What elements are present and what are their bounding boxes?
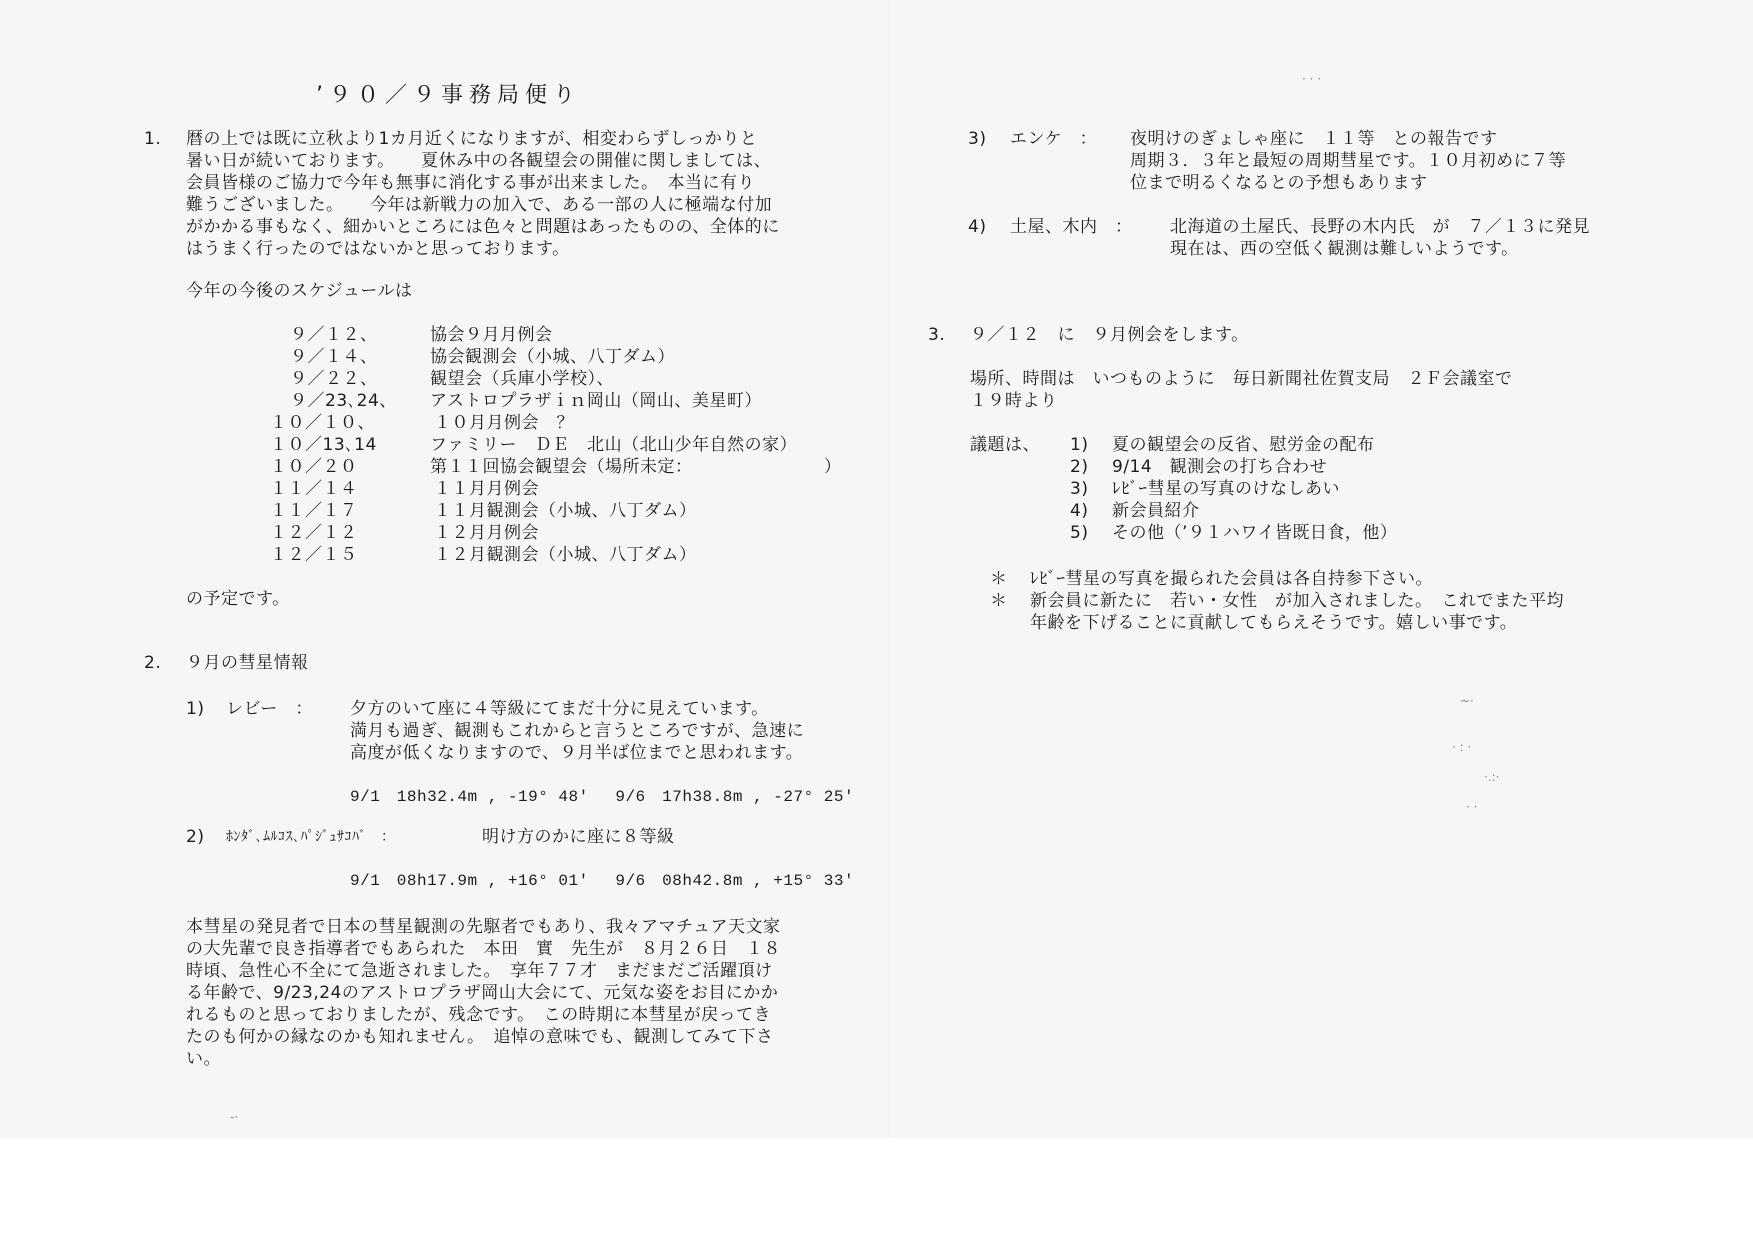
scan-speck: ·.:· [1484,770,1500,784]
schedule-event: ファミリー ＤＥ 北山（北山少年自然の家） [430,435,798,455]
comet-1-name: レビー ： [226,699,313,719]
memorial-line-5: れるものと思っておりましたが、残念です。 この時期に本彗星が戻ってき [186,1005,772,1025]
memorial-line-1: 本彗星の発見者で日本の彗星観測の先駆者でもあり、我々アマチュア天文家 [186,917,781,937]
comet-4-text: 北海道の土屋氏、長野の木内氏 が ７／１３に発見 [1170,217,1590,237]
section-1-number: 1. [144,129,162,149]
schedule-event: 協会９月月例会 [430,325,553,345]
comet-1-text: 満月も過ぎ、観測もこれからと言うところですが、急速に [350,721,805,741]
schedule-intro: 今年の今後のスケジュールは [186,281,413,301]
schedule-event: １１月月例会 [434,479,539,499]
agenda-label: 議題は、 [970,435,1040,455]
comet-3-number: 3) [968,129,987,149]
agenda-number: 2) [1070,457,1089,477]
note-text: 年齢を下げることに貢献してもらえそうです。嬉しい事です。 [1030,613,1518,633]
comet-1-text: 高度が低くなりますので、９月半ば位までと思われます。 [350,743,804,763]
meeting-place: 場所、時間は いつものように 毎日新聞社佐賀支局 ２Ｆ会議室で [970,369,1513,389]
note-text: ﾚﾋﾞｰ彗星の写真を撮られた会員は各自持参下さい。 [1030,569,1433,589]
section-2-number: 2. [144,653,162,673]
comet-2-text: 明け方のかに座に８等級 [482,827,675,847]
schedule-event: １０月月例会 ？ [434,413,574,433]
scan-speck: · · · [1302,72,1322,86]
agenda-number: 5) [1070,523,1089,543]
schedule-date: １２／１５ [270,545,358,565]
schedule-event: 第１１回協会観望会（場所未定： ） [430,457,842,477]
comet-3-text: 夜明けのぎょしゃ座に １１等 との報告です [1130,129,1498,149]
agenda-number: 3) [1070,479,1089,499]
agenda-item: ﾚﾋﾞｰ彗星の写真のけなしあい [1112,479,1340,499]
comet-3-text: 周期３．３年と最短の周期彗星です。１０月初めに７等 [1130,151,1567,171]
schedule-date: ９／１４、 [290,347,378,367]
note-mark: ＊ [990,591,1008,611]
schedule-event: １１月観測会（小城、八丁ダム） [434,501,697,521]
schedule-outro: の予定です。 [186,589,290,609]
comet-2-positions: 9/1 08h17.9m , +16° 01′ 9/6 08h42.8m , +15° 33′ [350,872,855,890]
schedule-event: 協会観測会（小城、八丁ダム） [430,347,675,367]
section-1-line-4: 難うございました。 今年は新戦力の加入で、ある一部の人に極端な付加 [186,195,773,215]
memorial-line-3: 時頃、急性心不全にて急逝されました。 享年７７才 まだまだご活躍頂け [186,961,773,981]
comet-2-number: 2) [186,827,205,847]
scan-speck: · · [1466,800,1478,814]
schedule-date: １１／１４ [270,479,358,499]
schedule-date: １０／１０、 [270,413,375,433]
section-1-line-5: がかかる事もなく、細かいところには色々と問題はあったものの、全体的に [186,217,780,237]
schedule-event: 観望会（兵庫小学校）、 [430,369,614,389]
schedule-date: １１／１７ [270,501,358,521]
section-2-heading: ９月の彗星情報 [186,653,309,673]
agenda-item: その他（’９１ハワイ皆既日食，他） [1112,523,1398,543]
comet-4-number: 4) [968,217,987,237]
schedule-date: ９／２２、 [290,369,378,389]
memorial-line-2: の大先輩で良き指導者でもあられた 本田 實 先生が ８月２６日 １８ [186,939,781,959]
section-1-line-3: 会員皆様のご協力で今年も無事に消化する事が出来ました。 本当に有り [186,173,755,193]
document-title: ’９０／９事務局便り [316,83,581,108]
agenda-number: 4) [1070,501,1089,521]
comet-2-name: ﾎﾝﾀﾞ､ﾑﾙｺｽ､ﾊﾟｼﾞｭｻｺﾊﾞ ： [226,829,396,845]
schedule-event: １２月観測会（小城、八丁ダム） [434,545,697,565]
section-1-line-6: はうまく行ったのではないかと思っております。 [186,239,570,259]
comet-1-positions: 9/1 18h32.4m , -19° 48′ 9/6 17h38.8m , -27° 25′ [350,788,855,806]
agenda-item: 9/14 観測会の打ち合わせ [1112,457,1328,477]
section-3-heading: ９／１２ に ９月例会をします。 [970,325,1249,345]
comet-3-name: エンケ ： [1010,129,1098,149]
schedule-date: １０／２０ [270,457,358,477]
meeting-time: １９時より [970,391,1058,411]
note-mark: ＊ [990,569,1008,589]
schedule-date: ９／１２、 [290,325,378,345]
memorial-line-4: る年齢で、9/23,24のアストロプラザ岡山大会にて、元気な姿をお目にかか [186,983,779,1003]
schedule-date: ９／23､24、 [290,391,397,411]
comet-1-text: 夕方のいて座に４等級にてまだ十分に見えています。 [350,699,769,719]
scan-speck: ~· [1460,694,1474,708]
memorial-line-6: たのも何かの縁なのかも知れません。 追悼の意味でも、観測してみて下さ [186,1027,774,1047]
comet-4-name: 土屋、木内 ： [1010,217,1133,237]
memorial-line-7: い。 [186,1049,221,1069]
schedule-date: １２／１２ [270,523,358,543]
comet-1-number: 1) [186,699,205,719]
page-fold [888,0,890,1138]
schedule-date: １０／13､14 [270,435,377,455]
schedule-event: １２月月例会 [434,523,539,543]
comet-3-text: 位まで明るくなるとの予想もあります [1130,173,1428,193]
schedule-event: アストロプラザｉｎ岡山（岡山、美星町） [430,391,762,411]
section-1-line-1: 暦の上では既に立秋より1カ月近くになりますが、相変わらずしっかりと [186,129,758,149]
scan-speck: -· [230,1110,239,1124]
note-text: 新会員に新たに 若い・女性 が加入されました。 これでまた平均 [1030,591,1564,611]
section-1-line-2: 暑い日が続いております。 夏休み中の各観望会の開催に関しましては、 [186,151,772,171]
agenda-number: 1) [1070,435,1089,455]
agenda-item: 新会員紹介 [1112,501,1200,521]
scan-speck: · : · [1452,740,1472,754]
comet-4-text: 現在は、西の空低く観測は難しいようです。 [1170,239,1519,259]
section-3-number: 3. [928,325,946,345]
agenda-item: 夏の観望会の反省、慰労金の配布 [1112,435,1375,455]
